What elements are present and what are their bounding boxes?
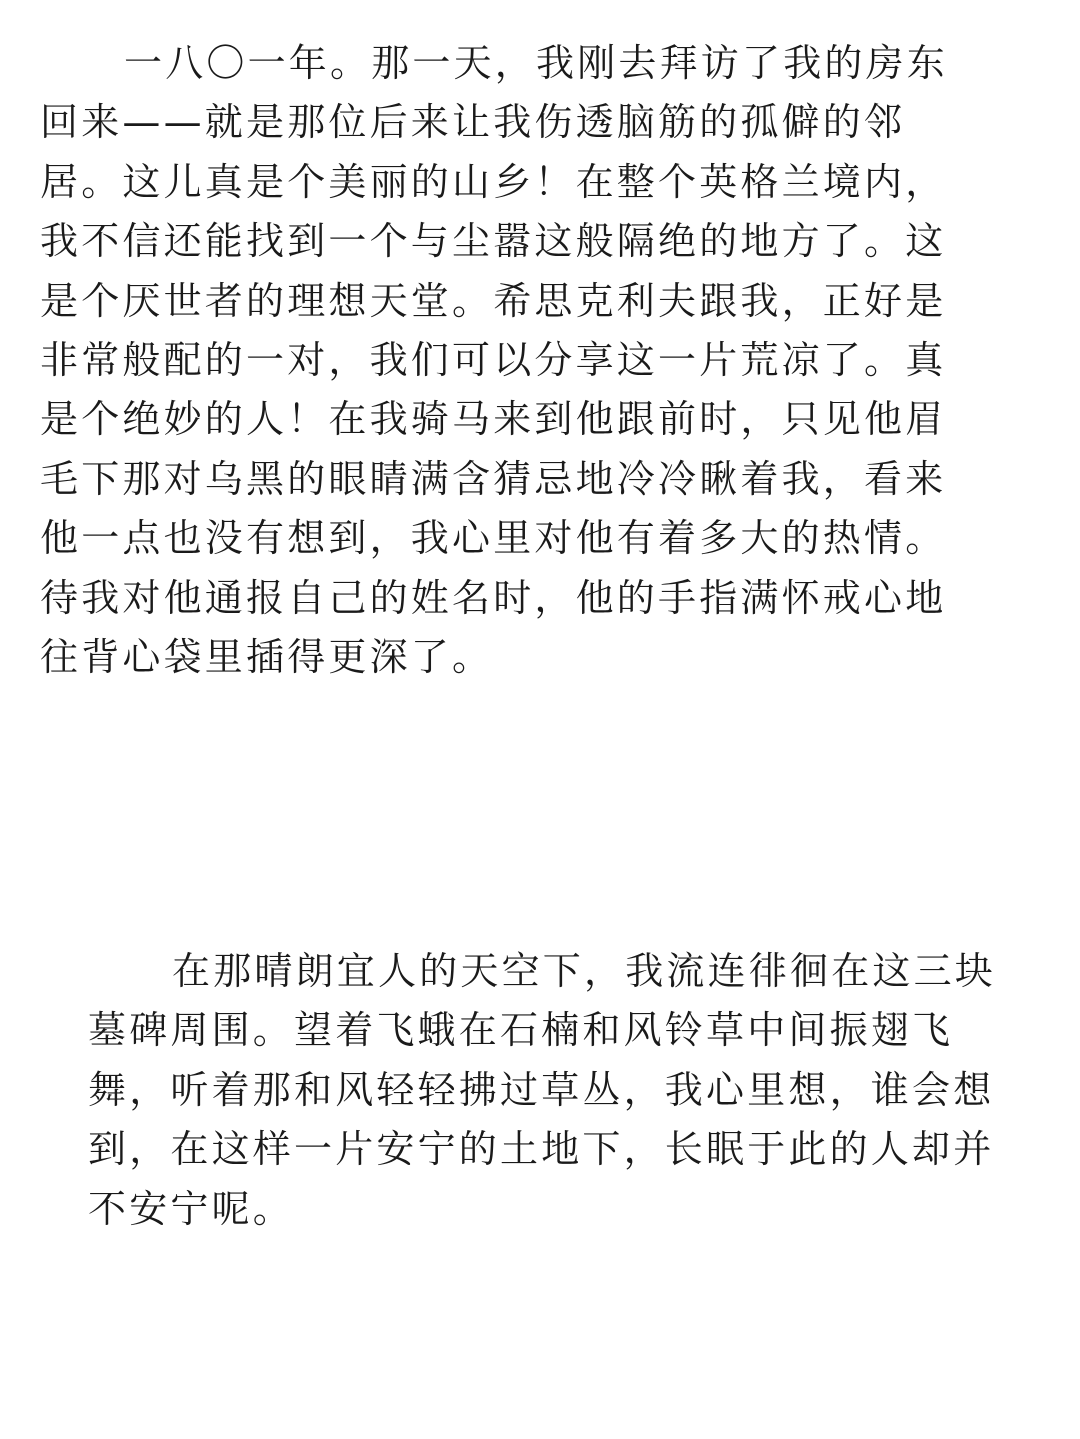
text-line: 毛下那对乌黑的眼睛满含猜忌地冷冷瞅着我，看来 (40, 456, 947, 501)
text-line: 回来——就是那位后来让我伤透脑筋的孤僻的邻 (40, 100, 906, 145)
text-line: 在那晴朗宜人的天空下，我流连徘徊在这三块 (172, 949, 997, 993)
text-line: 他一点也没有想到，我心里对他有着多大的热情。 (40, 516, 947, 561)
text-line: 一八〇一年。那一天，我刚去拜访了我的房东 (124, 41, 949, 85)
text-line: 待我对他通报自己的姓名时，他的手指满怀戒心地 (40, 575, 947, 620)
text-line: 不安宁呢。 (88, 1186, 295, 1231)
text-line: 居。这儿真是个美丽的山乡！在整个英格兰境内， (40, 159, 947, 204)
text-line: 墓碑周围。望着飞蛾在石楠和风铃草中间振翅飞 (88, 1008, 954, 1053)
paragraph-1 (40, 34, 1040, 687)
text-line: 是个厌世者的理想天堂。希思克利夫跟我，正好是 (40, 278, 947, 323)
text-line: 我不信还能找到一个与尘嚣这般隔绝的地方了。这 (40, 219, 947, 264)
text-line: 到，在这样一片安宁的土地下，长眠于此的人却并 (88, 1127, 995, 1172)
text-line: 非常般配的一对，我们可以分享这一片荒凉了。真 (40, 338, 947, 383)
paragraph-2 (88, 942, 1068, 1239)
text-line: 舞，听着那和风轻轻拂过草丛，我心里想，谁会想 (88, 1067, 995, 1112)
text-line: 往背心袋里插得更深了。 (40, 635, 494, 680)
text-line: 是个绝妙的人！在我骑马来到他跟前时，只见他眉 (40, 397, 947, 442)
